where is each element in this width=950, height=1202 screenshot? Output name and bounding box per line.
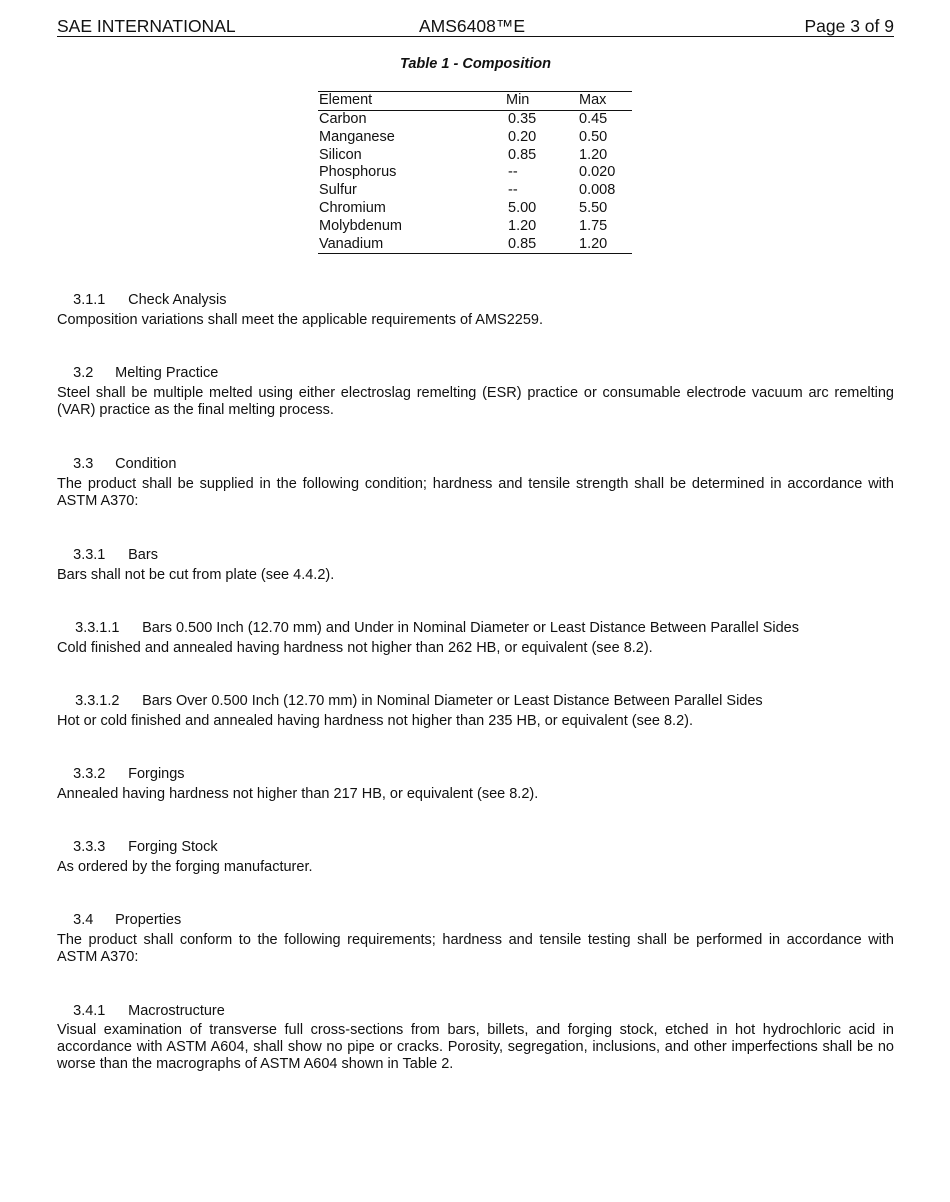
section-number: 3.3.1 xyxy=(73,547,106,563)
table-row xyxy=(318,164,632,182)
column-header-min: Min xyxy=(506,92,530,108)
cell-min: 1.20 xyxy=(508,217,537,234)
section-number: 3.3.3 xyxy=(73,839,106,855)
column-header-max: Max xyxy=(579,92,607,108)
cell-element: Silicon xyxy=(319,146,362,163)
header-organization: SAE INTERNATIONAL xyxy=(57,16,236,36)
cell-max: 1.75 xyxy=(579,217,608,234)
cell-min: 0.35 xyxy=(508,111,537,127)
table-row xyxy=(318,111,632,129)
paragraph-3-3-2: Annealed having hardness not higher than 217 HB, or equivalent (see 8.2). xyxy=(57,786,539,802)
cell-min: 0.85 xyxy=(508,235,537,252)
table-header-row xyxy=(318,92,632,111)
section-title: Properties xyxy=(115,912,182,928)
section-title: Melting Practice xyxy=(115,365,219,381)
section-number: 3.3.1.1 xyxy=(75,620,120,636)
section-title: Forging Stock xyxy=(128,839,218,855)
cell-max: 5.50 xyxy=(579,199,608,216)
cell-max: 0.45 xyxy=(579,111,608,127)
page-header xyxy=(57,16,894,37)
paragraph-3-3-1: Bars shall not be cut from plate (see 4.4.2). xyxy=(57,567,335,583)
paragraph-3-3-1-2: Hot or cold finished and annealed having hardness not higher than 235 HB, or equivalent (see 8.2). xyxy=(57,713,694,729)
section-number: 3.1.1 xyxy=(73,292,106,308)
section-number: 3.3.2 xyxy=(73,766,106,782)
section-number: 3.3 xyxy=(73,456,94,472)
section-title: Bars 0.500 Inch (12.70 mm) and Under in Nominal Diameter or Least Distance Between Parallel Sides xyxy=(142,620,799,636)
section-number: 3.3.1.2 xyxy=(75,693,120,709)
table-row xyxy=(318,218,632,236)
cell-element: Phosphorus xyxy=(319,164,397,181)
cell-max: 1.20 xyxy=(579,146,608,163)
paragraph-3-4: The product shall conform to the following requirements; hardness and tensile testing shall be performed in accordance with ASTM A370: xyxy=(57,932,894,965)
paragraph-3-4-1: Visual examination of transverse full cross-sections from bars, billets, and forging stock, etched in hot hydrochloric acid in accordance with ASTM A604, shall show no pipe or cracks. Porosity, segregation, inclusions, and other imperfections shall be no worse than the macrographs of ASTM A604 shown in Table 2. xyxy=(57,1022,894,1072)
cell-element: Molybdenum xyxy=(319,217,403,234)
header-page-number: Page 3 of 9 xyxy=(804,16,894,36)
table-row xyxy=(318,182,632,200)
section-number: 3.2 xyxy=(73,365,94,381)
cell-element: Sulfur xyxy=(319,182,357,199)
cell-min: 0.85 xyxy=(508,146,537,163)
cell-min: -- xyxy=(508,164,518,181)
section-title: Bars Over 0.500 Inch (12.70 mm) in Nominal Diameter or Least Distance Between Parallel Sides xyxy=(142,693,763,709)
paragraph-3-1-1: Composition variations shall meet the applicable requirements of AMS2259. xyxy=(57,312,544,328)
cell-min: 0.20 xyxy=(508,128,537,145)
table-title: Table 1 - Composition xyxy=(400,56,551,72)
section-number: 3.4.1 xyxy=(73,1003,106,1019)
table-row xyxy=(318,200,632,218)
cell-max: 0.020 xyxy=(579,164,616,181)
paragraph-3-3-3: As ordered by the forging manufacturer. xyxy=(57,859,313,875)
cell-element: Manganese xyxy=(319,128,395,145)
paragraph-3-3-1-1: Cold finished and annealed having hardness not higher than 262 HB, or equivalent (see 8.2). xyxy=(57,640,653,656)
section-number: 3.4 xyxy=(73,912,94,928)
cell-element: Vanadium xyxy=(319,235,384,252)
cell-min: -- xyxy=(508,182,518,199)
composition-table xyxy=(318,91,632,254)
table-row xyxy=(318,236,632,254)
column-header-element: Element xyxy=(319,92,373,108)
table-row xyxy=(318,129,632,147)
cell-element: Chromium xyxy=(319,199,386,216)
section-title: Bars xyxy=(128,547,158,563)
section-title: Check Analysis xyxy=(128,292,227,308)
paragraph-3-3: The product shall be supplied in the following condition; hardness and tensile strength shall be determined in accordance with ASTM A370: xyxy=(57,476,894,509)
section-title: Condition xyxy=(115,456,177,472)
section-title: Macrostructure xyxy=(128,1003,225,1019)
header-document-id: AMS6408™E xyxy=(419,16,526,36)
cell-min: 5.00 xyxy=(508,199,537,216)
table-row xyxy=(318,147,632,165)
cell-max: 0.50 xyxy=(579,128,608,145)
paragraph-3-2: Steel shall be multiple melted using either electroslag remelting (ESR) practice or consumable electrode vacuum arc remelting (VAR) practice as the final melting process. xyxy=(57,385,894,418)
cell-max: 1.20 xyxy=(579,235,608,252)
cell-element: Carbon xyxy=(319,111,367,127)
cell-max: 0.008 xyxy=(579,182,616,199)
section-title: Forgings xyxy=(128,766,185,782)
